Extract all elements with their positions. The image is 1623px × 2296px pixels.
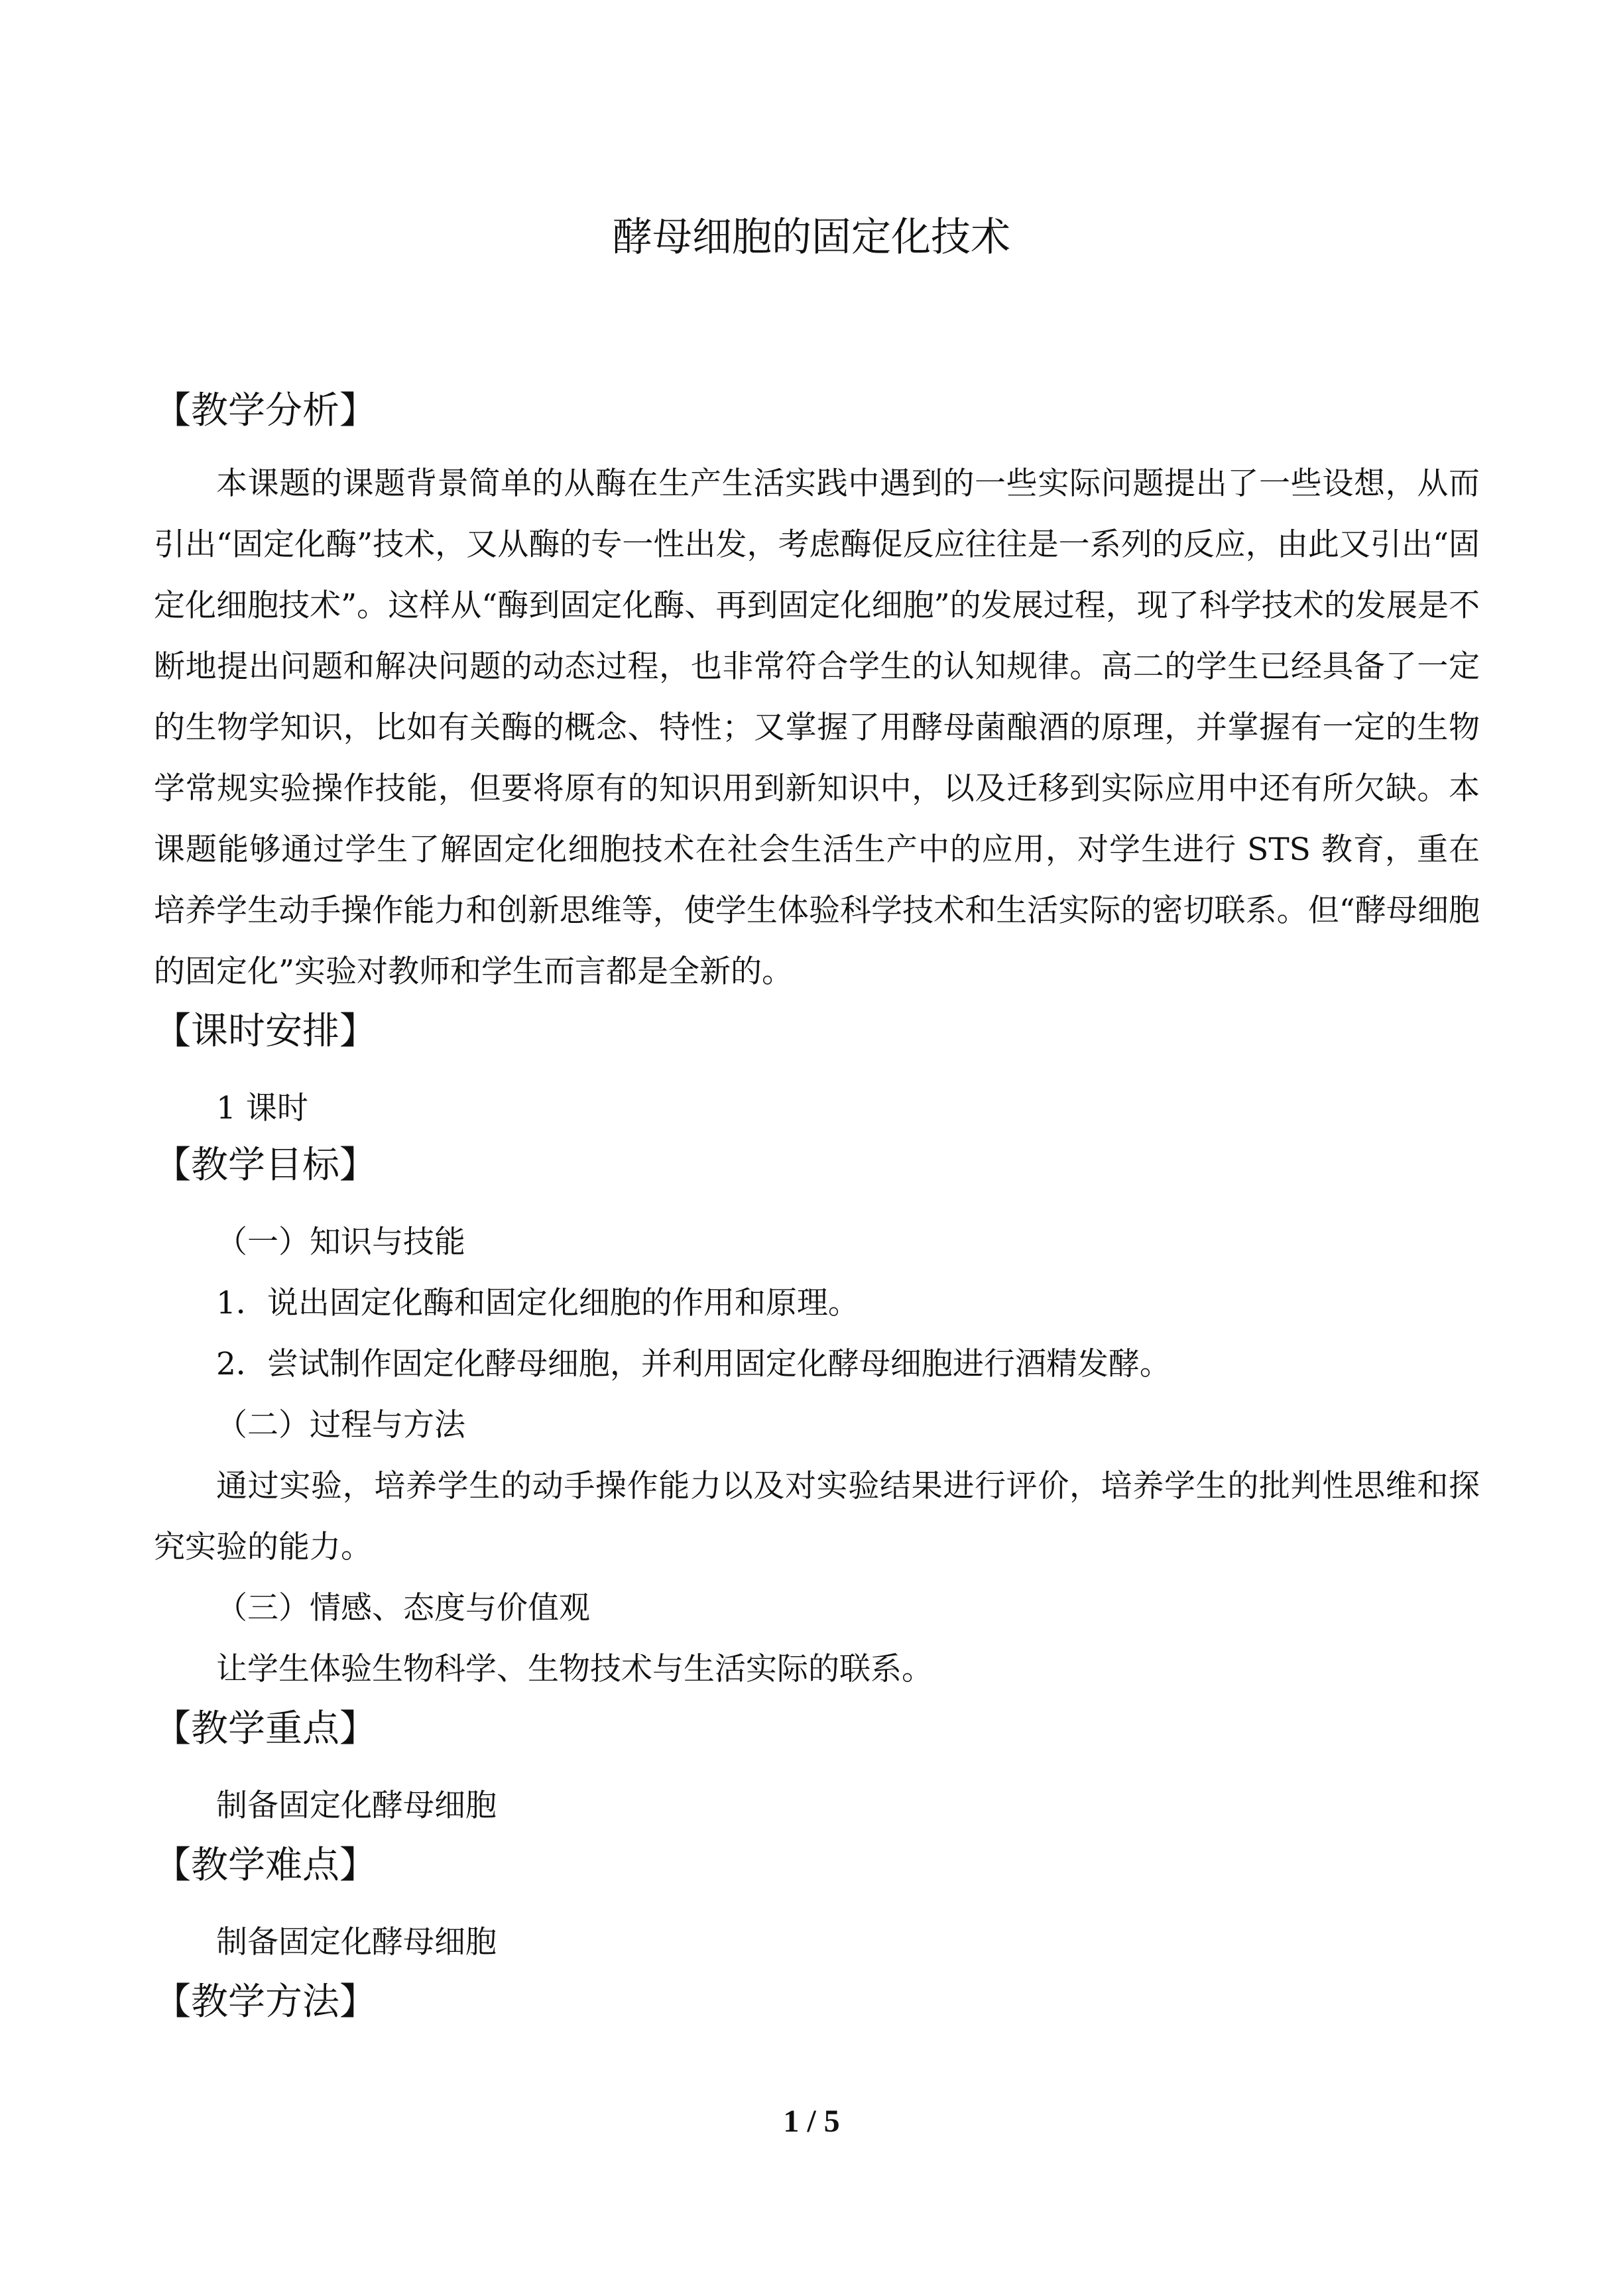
objectives-process-paragraph: 通过实验，培养学生的动手操作能力以及对实验结果进行评价，培养学生的批判性思维和探究实验的能力。 [154,1468,1480,1565]
section-heading-schedule: 【课时安排】 [154,1010,377,1053]
schedule-text: 1 课时 [216,1090,308,1126]
objectives-values-paragraph: 让学生体验生物科学、生物技术与生活实际的联系。 [216,1651,933,1687]
objectives-item-2: 2．尝试制作固定化酵母细胞，并利用固定化酵母细胞进行酒精发酵。 [216,1346,1171,1382]
section-heading-key-points: 【教学重点】 [154,1707,377,1750]
page-title: 酵母细胞的固定化技术 [613,214,1010,261]
section-heading-methods: 【教学方法】 [154,1980,377,2024]
page-number: 1 / 5 [783,2104,840,2139]
section-heading-difficulties: 【教学难点】 [154,1844,377,1887]
objectives-item-1: 1．说出固定化酶和固定化细胞的作用和原理。 [216,1285,859,1321]
analysis-paragraph: 本课题的课题背景简单的从酶在生产生活实践中遇到的一些实际问题提出了一些设想，从而引出“固定化酶”技术，又从酶的专一性出发，考虑酶促反应往往是一系列的反应，由此又引出“固定化细胞技术”。这样从“酶到固定化酶、再到固定化细胞”的发展过程，现了科学技术的发展是不断地提出问题和解决问题的动态过程，也非常符合学生的认知规律。高二的学生已经具备了一定的生物学知识，比如有关酶的概念、特性；又掌握了用酵母菌酿酒的原理，并掌握有一定的生物学常规实验操作技能，但要将原有的知识用到新知识中，以及迁移到实际应用中还有所欠缺。本课题能够通过学生了解固定化细胞技术在社会生活生产中的应用，对学生进行 STS 教育，重在培养学生动手操作能力和创新思维等，使学生体验科学技术和生活实际的密切联系。但“酵母细胞的固定化”实验对教师和学生而言都是全新的。 [154,465,1480,990]
objectives-subheading-knowledge: （一）知识与技能 [216,1224,465,1260]
objectives-subheading-process: （二）过程与方法 [216,1407,465,1443]
objectives-subheading-values: （三）情感、态度与价值观 [216,1590,590,1626]
key-points-text: 制备固定化酵母细胞 [216,1787,497,1824]
document-body [154,385,1480,2029]
section-heading-analysis: 【教学分析】 [154,389,377,432]
difficulties-text: 制备固定化酵母细胞 [216,1924,497,1961]
section-heading-objectives: 【教学目标】 [154,1144,377,1187]
